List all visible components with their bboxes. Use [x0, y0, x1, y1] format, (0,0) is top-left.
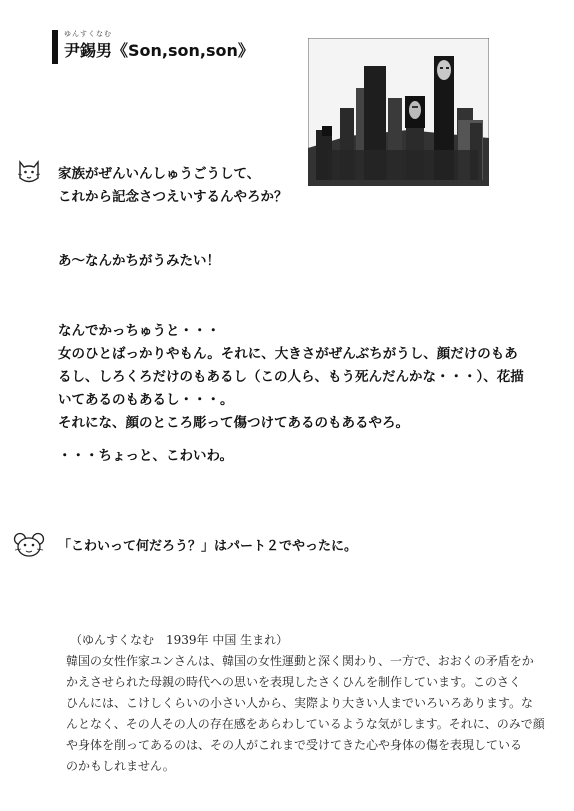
- dialogue-line: るし、しろくろだけのもあるし（この人ら、もう死んだんかな・・・）、花描: [58, 369, 524, 385]
- dialogue-block-1: [58, 163, 288, 209]
- artwork-photo: [308, 38, 489, 186]
- dialogue-line: これから記念さつえいするんやろか？: [58, 189, 288, 205]
- dialogue-block-3: [58, 320, 524, 435]
- title-ruby: ゆんすくなむ: [64, 30, 112, 38]
- dialogue-line: ・・・ちょっと、こわいわ。: [58, 448, 233, 464]
- dialogue-block-4: [58, 445, 233, 468]
- dialogue-block-2: [58, 250, 220, 273]
- dialogue-line: あ～なんかちがうみたい！: [58, 253, 220, 269]
- bio-line: 韓国の女性作家ユンさんは、韓国の女性運動と深く関わり、一方で、おおくの矛盾をか: [66, 654, 534, 668]
- bio-line: のかもしれません。: [66, 759, 175, 773]
- bio-line: や身体を削ってあるのは、その人がこれまで受けてきた心や身体の傷を表現している: [66, 738, 523, 752]
- dialogue-line: 家族がぜんいんしゅうごうして、: [58, 166, 261, 182]
- artist-bio: [66, 630, 545, 777]
- bio-line: ひんには、こけしくらいの小さい人から、実際より大きい人までいろいろあります。な: [66, 696, 534, 710]
- dialogue-line: 女のひとばっかりやもん。それに、大きさがぜんぶちがうし、顔だけのもあ: [58, 346, 518, 362]
- cat-face-icon: [17, 158, 41, 186]
- bio-line: んとなく、その人その人の存在感をあらわしているような気がします。それに、のみで顔: [66, 717, 545, 731]
- page-title: 尹錫男《Son,son,son》: [64, 41, 254, 60]
- dialogue-line: いてあるのもあるし・・・。: [58, 392, 234, 408]
- mouse-face-icon: [13, 532, 45, 558]
- dialogue-line: それにな、顔のところ彫って傷つけてあるのもあるやろ。: [58, 415, 409, 431]
- dialogue-line: なんでかっちゅうと・・・: [58, 323, 220, 339]
- reply-text: 「こわいって何だろう？」はパート２でやったに。: [58, 539, 358, 554]
- bio-heading: （ゆんすくなむ 1939年 中国 生まれ）: [70, 633, 289, 647]
- bio-line: かえさせられた母親の時代への思いを表現したさくひんを制作しています。このさく: [66, 675, 522, 689]
- title-marker-bar: [52, 30, 58, 64]
